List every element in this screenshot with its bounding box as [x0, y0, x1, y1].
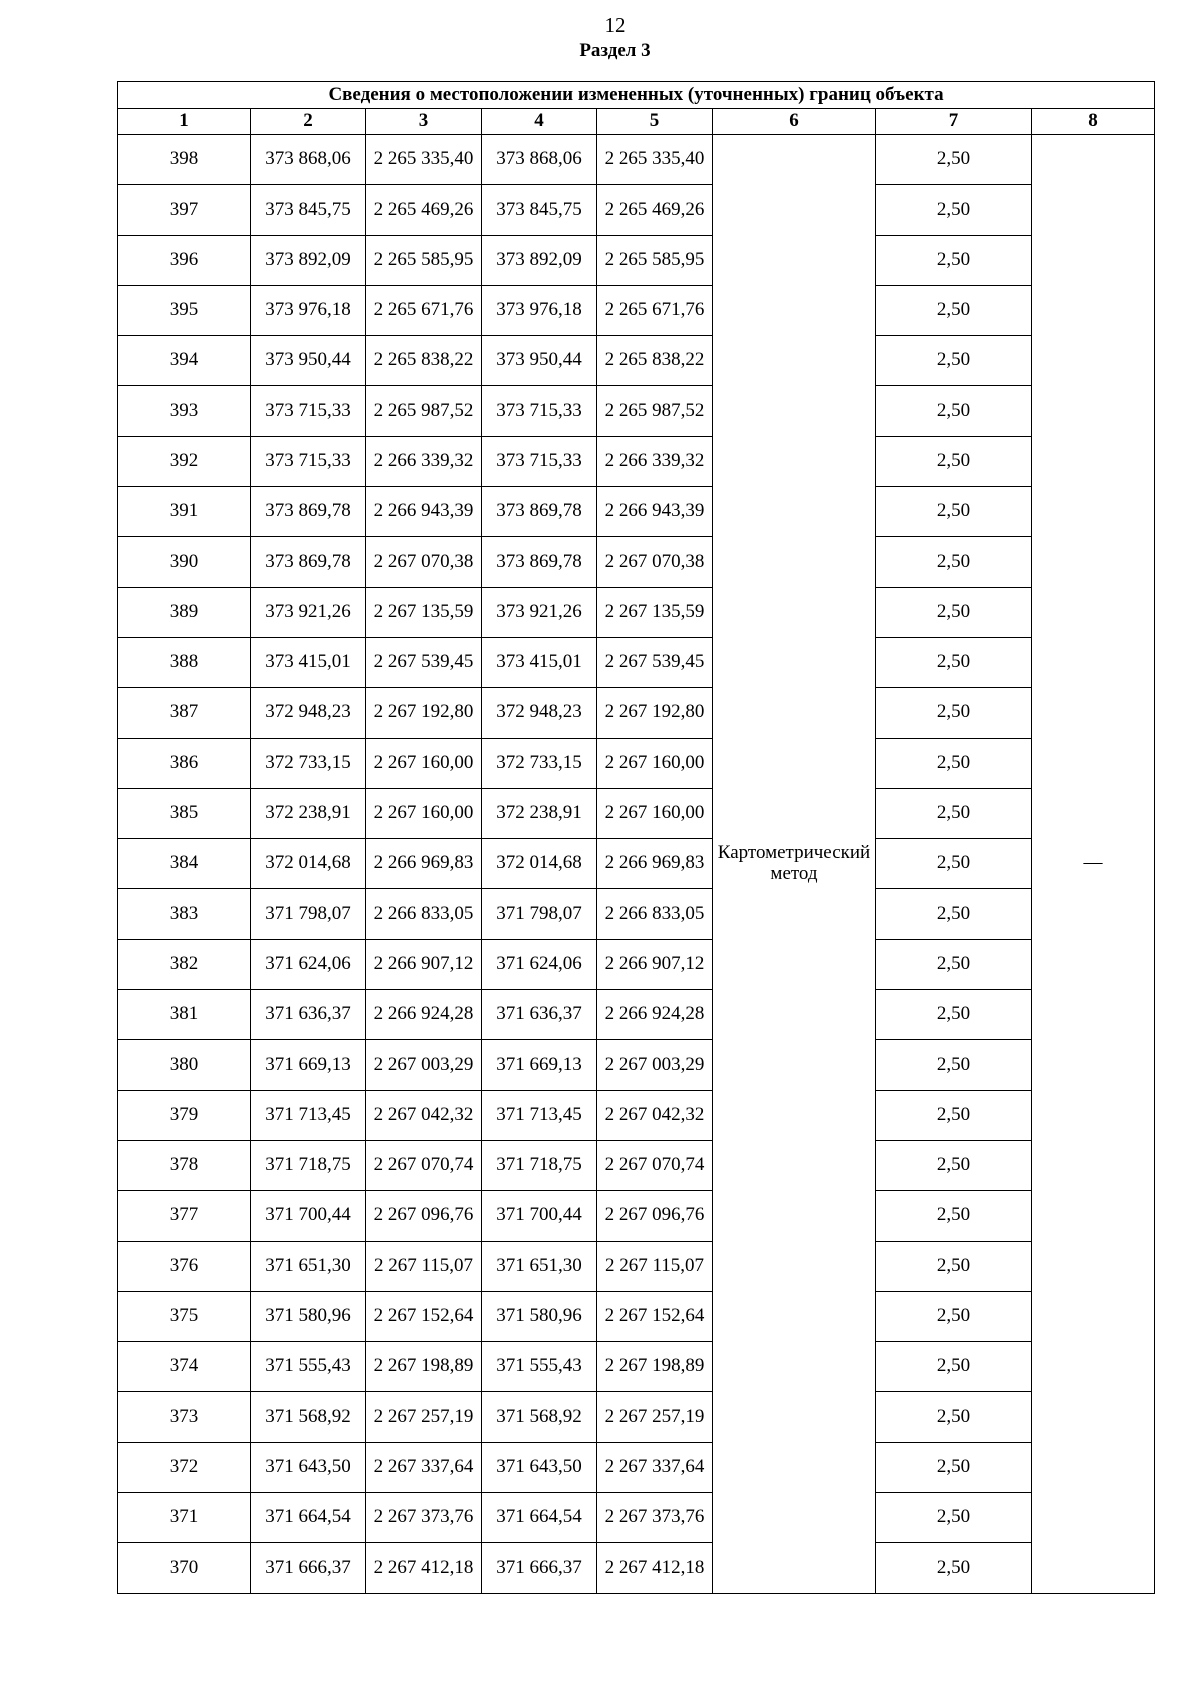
- point-number-cell: 394: [118, 336, 251, 386]
- accuracy-cell: 2,50: [876, 487, 1032, 537]
- point-number-cell: 377: [118, 1191, 251, 1241]
- column-header-6: 6: [713, 109, 876, 135]
- column-header-7: 7: [876, 109, 1032, 135]
- y-new-cell: 2 266 969,83: [597, 839, 713, 889]
- accuracy-cell: 2,50: [876, 688, 1032, 738]
- x-old-cell: 371 713,45: [251, 1090, 366, 1140]
- x-new-cell: 371 580,96: [482, 1291, 597, 1341]
- y-new-cell: 2 267 198,89: [597, 1342, 713, 1392]
- point-number-cell: 380: [118, 1040, 251, 1090]
- x-new-cell: 373 869,78: [482, 487, 597, 537]
- x-new-cell: 371 624,06: [482, 939, 597, 989]
- point-number-cell: 385: [118, 788, 251, 838]
- x-new-cell: 371 651,30: [482, 1241, 597, 1291]
- y-new-cell: 2 266 907,12: [597, 939, 713, 989]
- y-old-cell: 2 267 135,59: [366, 587, 482, 637]
- table-title-row: [118, 82, 1155, 109]
- x-old-cell: 371 580,96: [251, 1291, 366, 1341]
- y-old-cell: 2 265 671,76: [366, 285, 482, 335]
- x-new-cell: 373 950,44: [482, 336, 597, 386]
- x-old-cell: 371 700,44: [251, 1191, 366, 1241]
- x-new-cell: 373 868,06: [482, 135, 597, 185]
- y-new-cell: 2 266 943,39: [597, 487, 713, 537]
- y-new-cell: 2 267 135,59: [597, 587, 713, 637]
- accuracy-cell: 2,50: [876, 788, 1032, 838]
- table-row: [118, 788, 1155, 838]
- y-old-cell: 2 267 160,00: [366, 738, 482, 788]
- y-new-cell: 2 267 152,64: [597, 1291, 713, 1341]
- y-old-cell: 2 267 192,80: [366, 688, 482, 738]
- y-new-cell: 2 266 833,05: [597, 889, 713, 939]
- accuracy-cell: 2,50: [876, 990, 1032, 1040]
- table-row: [118, 839, 1155, 889]
- table-row: [118, 1493, 1155, 1543]
- point-number-cell: 392: [118, 436, 251, 486]
- y-old-cell: 2 267 042,32: [366, 1090, 482, 1140]
- point-number-cell: 381: [118, 990, 251, 1040]
- accuracy-cell: 2,50: [876, 889, 1032, 939]
- y-new-cell: 2 265 987,52: [597, 386, 713, 436]
- x-old-cell: 371 568,92: [251, 1392, 366, 1442]
- x-old-cell: 371 666,37: [251, 1543, 366, 1593]
- x-old-cell: 371 664,54: [251, 1493, 366, 1543]
- accuracy-cell: 2,50: [876, 939, 1032, 989]
- x-new-cell: 371 798,07: [482, 889, 597, 939]
- y-old-cell: 2 267 539,45: [366, 637, 482, 687]
- accuracy-cell: 2,50: [876, 1392, 1032, 1442]
- point-number-cell: 371: [118, 1493, 251, 1543]
- point-number-cell: 373: [118, 1392, 251, 1442]
- coordinates-table: [117, 81, 1155, 1594]
- x-old-cell: 373 415,01: [251, 637, 366, 687]
- column-header-2: 2: [251, 109, 366, 135]
- y-new-cell: 2 266 924,28: [597, 990, 713, 1040]
- y-new-cell: 2 265 335,40: [597, 135, 713, 185]
- accuracy-cell: 2,50: [876, 1342, 1032, 1392]
- y-new-cell: 2 267 337,64: [597, 1442, 713, 1492]
- y-new-cell: 2 267 160,00: [597, 738, 713, 788]
- x-old-cell: 372 014,68: [251, 839, 366, 889]
- y-old-cell: 2 266 943,39: [366, 487, 482, 537]
- y-new-cell: 2 265 838,22: [597, 336, 713, 386]
- x-old-cell: 373 921,26: [251, 587, 366, 637]
- point-number-cell: 374: [118, 1342, 251, 1392]
- column-header-row: [118, 109, 1155, 135]
- x-old-cell: 373 845,75: [251, 185, 366, 235]
- table-row: [118, 688, 1155, 738]
- page-number: 12: [604, 13, 626, 37]
- column8-cell: —: [1032, 135, 1155, 1594]
- x-new-cell: 371 700,44: [482, 1191, 597, 1241]
- x-old-cell: 371 718,75: [251, 1140, 366, 1190]
- y-old-cell: 2 265 838,22: [366, 336, 482, 386]
- y-new-cell: 2 265 585,95: [597, 235, 713, 285]
- point-number-cell: 395: [118, 285, 251, 335]
- column-header-4: 4: [482, 109, 597, 135]
- accuracy-cell: 2,50: [876, 839, 1032, 889]
- y-new-cell: 2 267 003,29: [597, 1040, 713, 1090]
- point-number-cell: 388: [118, 637, 251, 687]
- point-number-cell: 370: [118, 1543, 251, 1593]
- accuracy-cell: 2,50: [876, 285, 1032, 335]
- y-new-cell: 2 267 042,32: [597, 1090, 713, 1140]
- accuracy-cell: 2,50: [876, 1140, 1032, 1190]
- y-old-cell: 2 266 907,12: [366, 939, 482, 989]
- method-cell: Картометрический метод: [713, 135, 876, 1594]
- column-header-5: 5: [597, 109, 713, 135]
- x-new-cell: 371 555,43: [482, 1342, 597, 1392]
- accuracy-cell: 2,50: [876, 436, 1032, 486]
- x-old-cell: 372 948,23: [251, 688, 366, 738]
- point-number-cell: 384: [118, 839, 251, 889]
- table-row: [118, 235, 1155, 285]
- x-old-cell: 373 868,06: [251, 135, 366, 185]
- x-new-cell: 371 718,75: [482, 1140, 597, 1190]
- table-row: [118, 537, 1155, 587]
- x-old-cell: 372 733,15: [251, 738, 366, 788]
- table-row: [118, 135, 1155, 185]
- y-old-cell: 2 266 833,05: [366, 889, 482, 939]
- column-header-8: 8: [1032, 109, 1155, 135]
- accuracy-cell: 2,50: [876, 185, 1032, 235]
- column-header-1: 1: [118, 109, 251, 135]
- accuracy-cell: 2,50: [876, 386, 1032, 436]
- y-old-cell: 2 267 412,18: [366, 1543, 482, 1593]
- y-new-cell: 2 267 070,38: [597, 537, 713, 587]
- y-new-cell: 2 267 070,74: [597, 1140, 713, 1190]
- table-row: [118, 939, 1155, 989]
- y-old-cell: 2 267 115,07: [366, 1241, 482, 1291]
- point-number-cell: 378: [118, 1140, 251, 1190]
- table-row: [118, 1442, 1155, 1492]
- point-number-cell: 396: [118, 235, 251, 285]
- table-row: [118, 386, 1155, 436]
- x-old-cell: 371 636,37: [251, 990, 366, 1040]
- y-new-cell: 2 267 257,19: [597, 1392, 713, 1442]
- x-old-cell: 371 669,13: [251, 1040, 366, 1090]
- y-new-cell: 2 265 671,76: [597, 285, 713, 335]
- accuracy-cell: 2,50: [876, 1291, 1032, 1341]
- point-number-cell: 389: [118, 587, 251, 637]
- y-new-cell: 2 267 160,00: [597, 788, 713, 838]
- x-new-cell: 373 715,33: [482, 436, 597, 486]
- table-row: [118, 1543, 1155, 1593]
- point-number-cell: 383: [118, 889, 251, 939]
- y-new-cell: 2 265 469,26: [597, 185, 713, 235]
- x-old-cell: 371 643,50: [251, 1442, 366, 1492]
- y-old-cell: 2 267 096,76: [366, 1191, 482, 1241]
- accuracy-cell: 2,50: [876, 336, 1032, 386]
- table-row: [118, 285, 1155, 335]
- column-header-3: 3: [366, 109, 482, 135]
- accuracy-cell: 2,50: [876, 1493, 1032, 1543]
- y-old-cell: 2 265 585,95: [366, 235, 482, 285]
- y-old-cell: 2 267 070,74: [366, 1140, 482, 1190]
- y-new-cell: 2 267 373,76: [597, 1493, 713, 1543]
- accuracy-cell: 2,50: [876, 537, 1032, 587]
- point-number-cell: 375: [118, 1291, 251, 1341]
- x-old-cell: 371 651,30: [251, 1241, 366, 1291]
- x-new-cell: 373 869,78: [482, 537, 597, 587]
- accuracy-cell: 2,50: [876, 1442, 1032, 1492]
- y-old-cell: 2 266 339,32: [366, 436, 482, 486]
- x-new-cell: 371 713,45: [482, 1090, 597, 1140]
- y-new-cell: 2 267 539,45: [597, 637, 713, 687]
- y-old-cell: 2 267 198,89: [366, 1342, 482, 1392]
- x-old-cell: 371 555,43: [251, 1342, 366, 1392]
- x-old-cell: 371 798,07: [251, 889, 366, 939]
- accuracy-cell: 2,50: [876, 1090, 1032, 1140]
- x-old-cell: 373 892,09: [251, 235, 366, 285]
- point-number-cell: 372: [118, 1442, 251, 1492]
- y-old-cell: 2 267 070,38: [366, 537, 482, 587]
- table-row: [118, 1090, 1155, 1140]
- x-old-cell: 373 869,78: [251, 537, 366, 587]
- x-new-cell: 372 948,23: [482, 688, 597, 738]
- x-old-cell: 373 869,78: [251, 487, 366, 537]
- table-row: [118, 436, 1155, 486]
- y-old-cell: 2 265 987,52: [366, 386, 482, 436]
- table-row: [118, 336, 1155, 386]
- point-number-cell: 376: [118, 1241, 251, 1291]
- point-number-cell: 386: [118, 738, 251, 788]
- y-old-cell: 2 266 969,83: [366, 839, 482, 889]
- y-old-cell: 2 267 337,64: [366, 1442, 482, 1492]
- table-row: [118, 889, 1155, 939]
- table-row: [118, 487, 1155, 537]
- table-row: [118, 1191, 1155, 1241]
- x-old-cell: 373 715,33: [251, 436, 366, 486]
- x-old-cell: 373 976,18: [251, 285, 366, 335]
- y-new-cell: 2 266 339,32: [597, 436, 713, 486]
- x-new-cell: 373 892,09: [482, 235, 597, 285]
- y-old-cell: 2 265 469,26: [366, 185, 482, 235]
- x-new-cell: 373 921,26: [482, 587, 597, 637]
- point-number-cell: 391: [118, 487, 251, 537]
- table-row: [118, 1291, 1155, 1341]
- table-row: [118, 1241, 1155, 1291]
- y-old-cell: 2 267 373,76: [366, 1493, 482, 1543]
- x-old-cell: 373 950,44: [251, 336, 366, 386]
- table-row: [118, 1140, 1155, 1190]
- table-row: [118, 587, 1155, 637]
- x-new-cell: 373 845,75: [482, 185, 597, 235]
- x-new-cell: 372 238,91: [482, 788, 597, 838]
- accuracy-cell: 2,50: [876, 587, 1032, 637]
- x-old-cell: 371 624,06: [251, 939, 366, 989]
- accuracy-cell: 2,50: [876, 1191, 1032, 1241]
- table-row: [118, 1342, 1155, 1392]
- point-number-cell: 398: [118, 135, 251, 185]
- y-new-cell: 2 267 412,18: [597, 1543, 713, 1593]
- y-old-cell: 2 267 003,29: [366, 1040, 482, 1090]
- accuracy-cell: 2,50: [876, 637, 1032, 687]
- y-old-cell: 2 267 257,19: [366, 1392, 482, 1442]
- table-title: Сведения о местоположении измененных (уточненных) границ объекта: [118, 82, 1155, 109]
- point-number-cell: 379: [118, 1090, 251, 1140]
- x-new-cell: 371 664,54: [482, 1493, 597, 1543]
- table-row: [118, 990, 1155, 1040]
- y-old-cell: 2 267 152,64: [366, 1291, 482, 1341]
- accuracy-cell: 2,50: [876, 1241, 1032, 1291]
- x-new-cell: 373 415,01: [482, 637, 597, 687]
- point-number-cell: 397: [118, 185, 251, 235]
- accuracy-cell: 2,50: [876, 1543, 1032, 1593]
- section-title: Раздел 3: [579, 40, 651, 61]
- table-row: [118, 1392, 1155, 1442]
- accuracy-cell: 2,50: [876, 1040, 1032, 1090]
- x-new-cell: 371 643,50: [482, 1442, 597, 1492]
- y-new-cell: 2 267 192,80: [597, 688, 713, 738]
- point-number-cell: 393: [118, 386, 251, 436]
- x-new-cell: 373 715,33: [482, 386, 597, 436]
- x-new-cell: 373 976,18: [482, 285, 597, 335]
- accuracy-cell: 2,50: [876, 235, 1032, 285]
- x-new-cell: 371 666,37: [482, 1543, 597, 1593]
- accuracy-cell: 2,50: [876, 135, 1032, 185]
- point-number-cell: 382: [118, 939, 251, 989]
- x-old-cell: 373 715,33: [251, 386, 366, 436]
- y-old-cell: 2 266 924,28: [366, 990, 482, 1040]
- table-row: [118, 185, 1155, 235]
- point-number-cell: 390: [118, 537, 251, 587]
- table-row: [118, 1040, 1155, 1090]
- y-old-cell: 2 265 335,40: [366, 135, 482, 185]
- table-row: [118, 738, 1155, 788]
- x-new-cell: 371 568,92: [482, 1392, 597, 1442]
- x-new-cell: 371 669,13: [482, 1040, 597, 1090]
- point-number-cell: 387: [118, 688, 251, 738]
- x-old-cell: 372 238,91: [251, 788, 366, 838]
- x-new-cell: 371 636,37: [482, 990, 597, 1040]
- table-body: [118, 82, 1155, 1594]
- y-old-cell: 2 267 160,00: [366, 788, 482, 838]
- x-new-cell: 372 014,68: [482, 839, 597, 889]
- accuracy-cell: 2,50: [876, 738, 1032, 788]
- x-new-cell: 372 733,15: [482, 738, 597, 788]
- y-new-cell: 2 267 096,76: [597, 1191, 713, 1241]
- y-new-cell: 2 267 115,07: [597, 1241, 713, 1291]
- table-row: [118, 637, 1155, 687]
